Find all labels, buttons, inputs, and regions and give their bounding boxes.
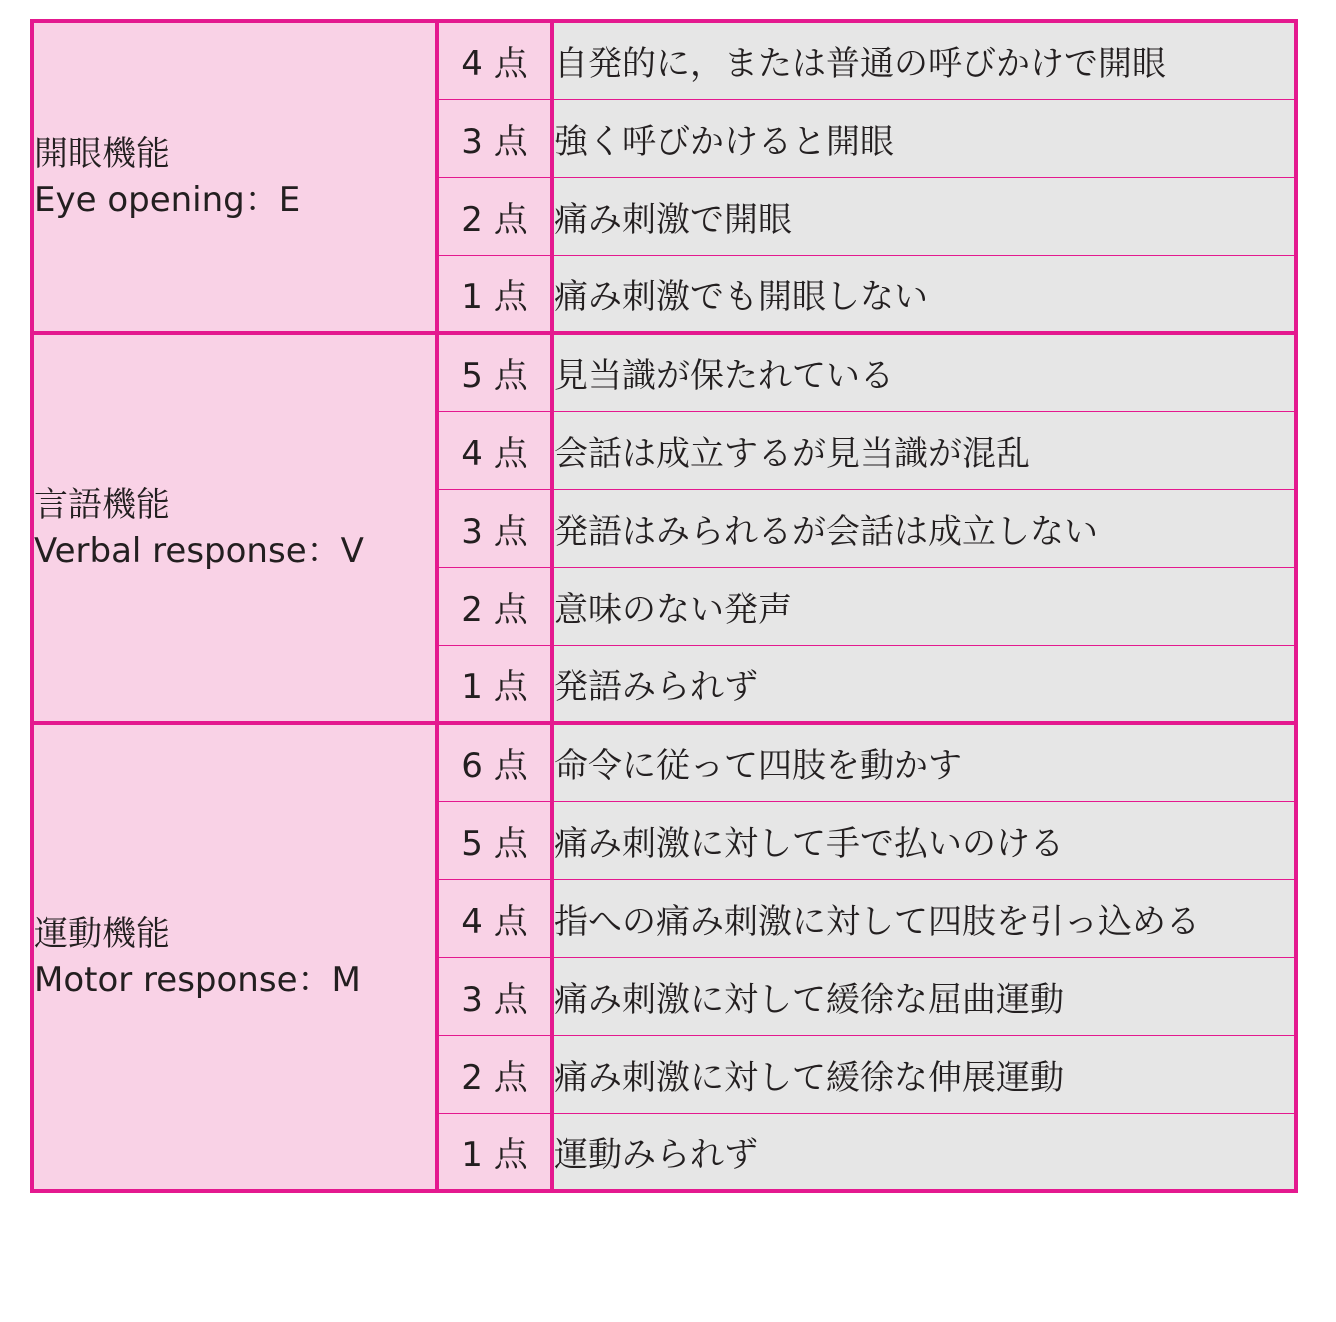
description-cell: 運動みられず (552, 1113, 1296, 1191)
score-cell: 1 点 (437, 1113, 552, 1191)
description-cell: 痛み刺激でも開眼しない (552, 255, 1296, 333)
category-name-ja: 言語機能 (34, 485, 170, 525)
category-name-en: Verbal response：V (34, 531, 364, 571)
category-name-ja: 運動機能 (34, 914, 170, 954)
score-cell: 3 点 (437, 489, 552, 567)
description-cell: 痛み刺激で開眼 (552, 177, 1296, 255)
description-cell: 発語はみられるが会話は成立しない (552, 489, 1296, 567)
score-cell: 2 点 (437, 177, 552, 255)
category-cell-motor-response (32, 723, 437, 1191)
glasgow-coma-scale-table (30, 19, 1298, 1193)
score-cell: 4 点 (437, 21, 552, 99)
description-cell: 見当識が保たれている (552, 333, 1296, 411)
table-row (32, 21, 1296, 99)
description-cell: 発語みられず (552, 645, 1296, 723)
table-row (32, 723, 1296, 801)
description-cell: 自発的に，または普通の呼びかけで開眼 (552, 21, 1296, 99)
category-cell-verbal-response (32, 333, 437, 723)
category-name-en: Eye opening：E (34, 180, 301, 220)
description-cell: 会話は成立するが見当識が混乱 (552, 411, 1296, 489)
description-cell: 指への痛み刺激に対して四肢を引っ込める (552, 879, 1296, 957)
score-cell: 6 点 (437, 723, 552, 801)
description-cell: 痛み刺激に対して手で払いのける (552, 801, 1296, 879)
score-cell: 5 点 (437, 333, 552, 411)
category-name-ja: 開眼機能 (34, 134, 170, 174)
score-cell: 4 点 (437, 879, 552, 957)
score-cell: 4 点 (437, 411, 552, 489)
description-cell: 意味のない発声 (552, 567, 1296, 645)
description-cell: 命令に従って四肢を動かす (552, 723, 1296, 801)
description-cell: 強く呼びかけると開眼 (552, 99, 1296, 177)
score-cell: 2 点 (437, 1035, 552, 1113)
description-cell: 痛み刺激に対して緩徐な伸展運動 (552, 1035, 1296, 1113)
score-cell: 5 点 (437, 801, 552, 879)
score-cell: 1 点 (437, 645, 552, 723)
score-cell: 1 点 (437, 255, 552, 333)
description-cell: 痛み刺激に対して緩徐な屈曲運動 (552, 957, 1296, 1035)
category-name-en: Motor response：M (34, 960, 361, 1000)
category-cell-eye-opening (32, 21, 437, 333)
table-row (32, 333, 1296, 411)
score-cell: 3 点 (437, 99, 552, 177)
score-cell: 2 点 (437, 567, 552, 645)
score-cell: 3 点 (437, 957, 552, 1035)
